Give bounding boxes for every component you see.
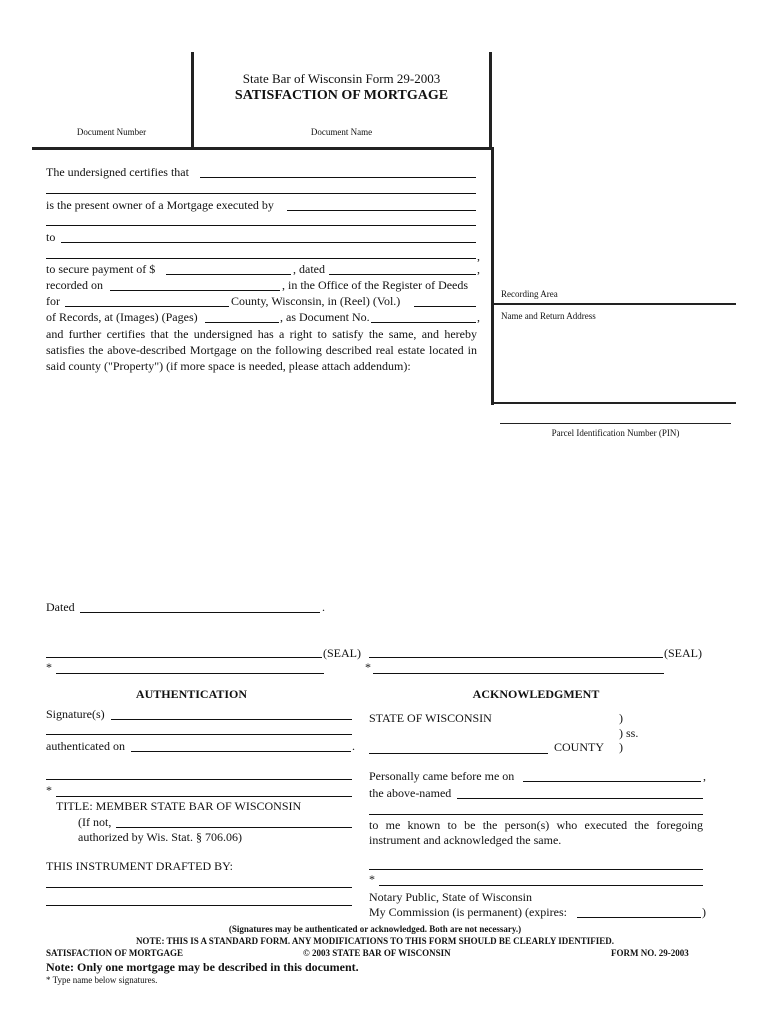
asterisk: *	[46, 660, 52, 674]
paren: )	[619, 740, 623, 754]
period: .	[352, 739, 355, 753]
comma: ,	[477, 310, 480, 324]
signatures-label: Signature(s)	[46, 707, 105, 721]
as-doc-label: , as Document No.	[280, 310, 370, 324]
drafter-field[interactable]	[46, 887, 352, 888]
reel-field[interactable]	[414, 306, 476, 307]
notary-signature-field[interactable]	[369, 869, 703, 870]
comma: ,	[703, 769, 706, 783]
typed-name-field-1[interactable]	[56, 673, 324, 674]
notary-label: Notary Public, State of Wisconsin	[369, 890, 532, 904]
above-named-field-2[interactable]	[369, 814, 703, 815]
commission-expires-field[interactable]	[577, 917, 701, 918]
comma: ,	[477, 249, 480, 263]
signature-field-2[interactable]	[369, 657, 663, 658]
commission-label: My Commission (is permanent) (expires:	[369, 905, 567, 919]
mortgagor-field-2[interactable]	[46, 225, 476, 226]
amount-field[interactable]	[166, 274, 291, 275]
document-no-field[interactable]	[371, 322, 476, 323]
authenticator-name-field[interactable]	[56, 796, 352, 797]
pages-field[interactable]	[205, 322, 279, 323]
dated-label: , dated	[293, 262, 325, 276]
secure-label: to secure payment of $	[46, 262, 156, 276]
pin-label: Parcel Identification Number (PIN)	[551, 428, 680, 438]
for-label: for	[46, 294, 60, 308]
drafted-by-label: THIS INSTRUMENT DRAFTED BY:	[46, 859, 234, 873]
certifies-label: The undersigned certifies that	[46, 165, 189, 179]
mortgagee-field[interactable]	[61, 242, 476, 243]
notary-name-field[interactable]	[379, 885, 703, 886]
footer-left: SATISFACTION OF MORTGAGE	[46, 948, 184, 958]
commission-close: )	[702, 905, 706, 919]
personally-label: Personally came before me on	[369, 769, 515, 783]
form-line: State Bar of Wisconsin Form 29-2003	[242, 71, 441, 86]
certifies-field[interactable]	[200, 177, 476, 178]
recording-area-rule	[494, 303, 736, 305]
drafter-field-2[interactable]	[46, 905, 352, 906]
asterisk: *	[365, 660, 371, 674]
dated-signature-label: Dated	[46, 600, 75, 614]
name-return-label: Name and Return Address	[501, 311, 596, 321]
owner-label: is the present owner of a Mortgage executed by	[46, 198, 274, 212]
authentication-heading: AUTHENTICATION	[135, 687, 248, 701]
document-name-label: Document Name	[310, 127, 373, 137]
comma: ,	[477, 262, 480, 276]
above-named-label: the above-named	[369, 786, 452, 800]
footer-right: FORM NO. 29-2003	[611, 948, 689, 958]
seal-label-1: (SEAL)	[323, 646, 361, 660]
authenticator-signature-field[interactable]	[46, 779, 352, 780]
standard-form-note: NOTE: THIS IS A STANDARD FORM. ANY MODIFICATIONS TO THIS FORM SHOULD BE CLEARLY IDENTIFIED.	[135, 936, 615, 946]
to-label: to	[46, 230, 56, 244]
document-number-label: Document Number	[76, 127, 147, 137]
ss-label: ) ss.	[619, 726, 639, 740]
mortgage-date-field[interactable]	[329, 274, 476, 275]
seal-label-2: (SEAL)	[664, 646, 702, 660]
ack-county-field[interactable]	[369, 753, 548, 754]
office-label: , in the Office of the Register of Deeds	[282, 278, 469, 292]
recorded-label: recorded on	[46, 278, 103, 292]
pin-rule	[500, 423, 731, 424]
right-panel-border	[491, 150, 494, 405]
certifies-field-2[interactable]	[46, 193, 476, 194]
paren: )	[619, 711, 623, 725]
header-divider-right	[489, 52, 492, 150]
asterisk: *	[46, 783, 52, 797]
further-paragraph: and further certifies that the undersigned has a right to satisfy the same, and hereby satisfies the above-described Mortgage on the following described real estate located in said county ("Property") (if more space is needed, please attach addendum):	[46, 327, 477, 373]
if-not-label: (If not,	[78, 815, 112, 829]
signature-field-1[interactable]	[46, 657, 322, 658]
one-mortgage-note: Note: Only one mortgage may be described in this document.	[46, 960, 359, 974]
known-paragraph: to me known to be the person(s) who executed the foregoing instrument and acknowledged the same.	[369, 818, 703, 847]
authorization-field[interactable]	[116, 827, 352, 828]
signature-date-field[interactable]	[80, 612, 320, 613]
mortgagee-field-2[interactable]	[46, 258, 476, 259]
type-name-note: * Type name below signatures.	[46, 975, 158, 985]
title-label: TITLE: MEMBER STATE BAR OF WISCONSIN	[56, 799, 302, 813]
ack-date-field[interactable]	[523, 781, 701, 782]
county-label: COUNTY	[554, 740, 604, 754]
authenticated-date-field[interactable]	[131, 751, 351, 752]
period: .	[322, 600, 325, 614]
signatures-field-2[interactable]	[46, 734, 352, 735]
recording-area-label: Recording Area	[501, 289, 558, 299]
county-field[interactable]	[65, 306, 229, 307]
typed-name-field-2[interactable]	[373, 673, 664, 674]
county-reel-label: County, Wisconsin, in (Reel) (Vol.)	[231, 294, 401, 308]
state-label: STATE OF WISCONSIN	[369, 711, 492, 725]
footer-center: © 2003 STATE BAR OF WISCONSIN	[303, 948, 451, 958]
name-return-rule	[494, 402, 736, 404]
mortgagor-field[interactable]	[287, 210, 476, 211]
authenticated-on-label: authenticated on	[46, 739, 125, 753]
signatures-field[interactable]	[111, 719, 352, 720]
header-bottom-rule	[32, 147, 494, 150]
page-title: SATISFACTION OF MORTGAGE	[234, 88, 449, 103]
above-named-field[interactable]	[457, 798, 703, 799]
acknowledgment-heading: ACKNOWLEDGMENT	[472, 687, 600, 701]
records-label: of Records, at (Images) (Pages)	[46, 310, 198, 324]
signatures-note: (Signatures may be authenticated or acknowledged. Both are not necessary.)	[228, 924, 522, 934]
recorded-date-field[interactable]	[110, 290, 280, 291]
asterisk: *	[369, 872, 375, 886]
authorized-label: authorized by Wis. Stat. § 706.06)	[78, 830, 242, 844]
